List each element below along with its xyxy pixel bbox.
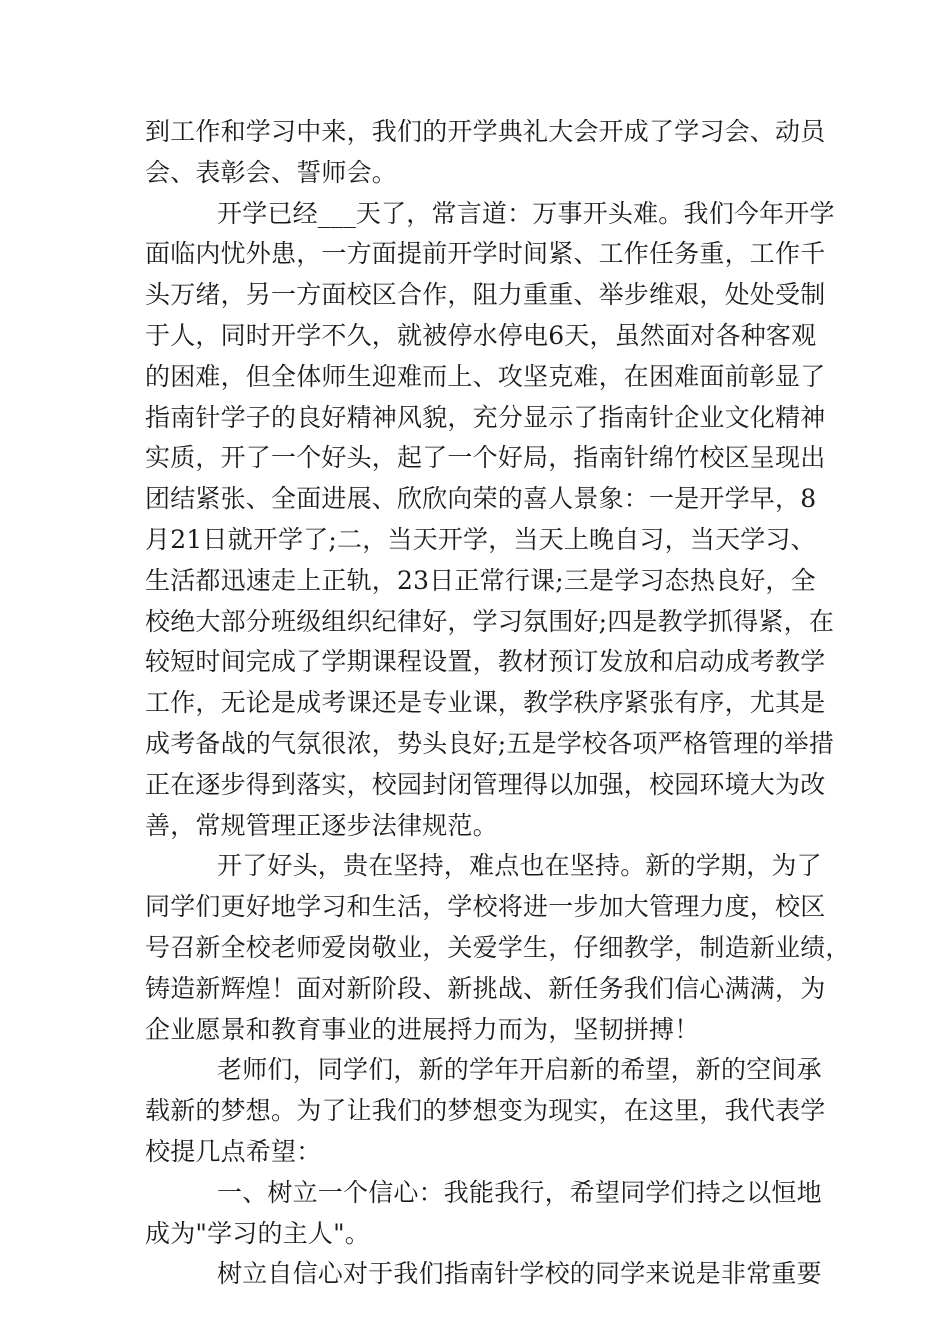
text-line: 会、表彰会、誓师会。 xyxy=(145,157,398,187)
paragraph-first-line: 一、树立一个信心：我能我行，希望同学们持之以恒地 xyxy=(217,1177,822,1207)
text-line: 企业愿景和教育事业的进展捋力而为，坚韧拼搏！ xyxy=(145,1014,700,1044)
text-line: 善，常规管理正逐步法律规范。 xyxy=(145,810,498,840)
text-line: 头万绪，另一方面校区合作，阻力重重、举步维艰，处处受制 xyxy=(145,280,826,310)
text-line: 成为"学习的主人"。 xyxy=(145,1218,370,1248)
text-line: 月21日就开学了;二，当天开学，当天上晚自习，当天学习、 xyxy=(145,524,816,554)
text-line: 正在逐步得到落实，校园封闭管理得以加强，校园环境大为改 xyxy=(145,769,826,799)
text-line: 面临内忧外患，一方面提前开学时间紧、工作任务重，工作千 xyxy=(145,239,826,269)
text-line: 团结紧张、全面进展、欣欣向荣的喜人景象：一是开学早，8 xyxy=(145,484,817,514)
text-line: 的困难，但全体师生迎难而上、攻坚克难，在困难面前彰显了 xyxy=(145,361,826,391)
text-line: 同学们更好地学习和生活，学校将进一步加大管理力度，校区 xyxy=(145,892,826,922)
text-line: 生活都迅速走上正轨，23日正常行课;三是学习态热良好，全 xyxy=(145,565,816,595)
text-line: 校提几点希望： xyxy=(145,1136,322,1166)
text-line: 指南针学子的良好精神风貌，充分显示了指南针企业文化精神 xyxy=(145,402,826,432)
text-line: 成考备战的气氛很浓，势头良好;五是学校各项严格管理的举措 xyxy=(145,728,835,758)
text-line: 号召新全校老师爱岗敬业，关爱学生，仔细教学，制造新业绩， xyxy=(145,932,851,962)
text-line: 实质，开了一个好头，起了一个好局，指南针绵竹校区呈现出 xyxy=(145,443,826,473)
paragraph-first-line: 开了好头，贵在坚持，难点也在坚持。新的学期，为了 xyxy=(217,851,822,881)
text-line: 工作，无论是成考课还是专业课，教学秩序紧张有序，尤其是 xyxy=(145,688,826,718)
text-line: 载新的梦想。为了让我们的梦想变为现实，在这里，我代表学 xyxy=(145,1096,826,1126)
text-line: 较短时间完成了学期课程设置，教材预订发放和启动成考教学 xyxy=(145,647,826,677)
paragraph-first-line: 开学已经___天了，常言道：万事开头难。我们今年开学 xyxy=(217,198,835,228)
document-body xyxy=(145,112,851,1295)
text-line: 校绝大部分班级组织纪律好，学习氛围好;四是教学抓得紧，在 xyxy=(145,606,835,636)
paragraph-first-line: 树立自信心对于我们指南针学校的同学来说是非常重要 xyxy=(217,1259,822,1289)
text-line: 铸造新辉煌！面对新阶段、新挑战、新任务我们信心满满，为 xyxy=(145,973,826,1003)
text-line: 到工作和学习中来，我们的开学典礼大会开成了学习会、动员 xyxy=(145,117,826,146)
paragraph-first-line: 老师们，同学们，新的学年开启新的希望，新的空间承 xyxy=(217,1055,822,1085)
text-line: 于人，同时开学不久，就被停水停电6天，虽然面对各种客观 xyxy=(145,320,817,350)
